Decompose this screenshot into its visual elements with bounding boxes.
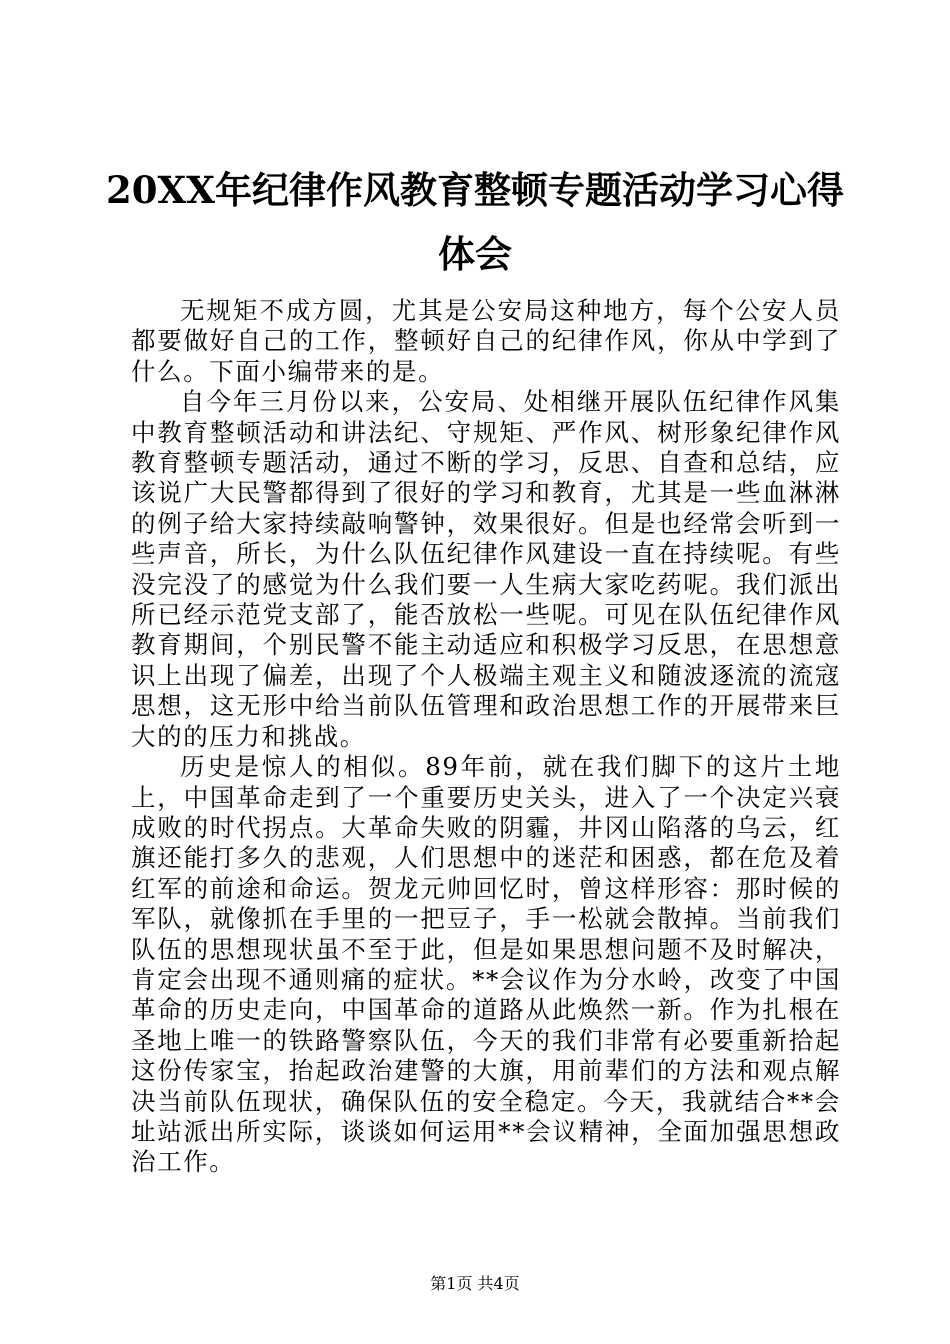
page-footer: 第1页 共4页 xyxy=(430,1274,520,1293)
paragraph-intro: 无规矩不成方圆，尤其是公安局这种地方，每个公安人员都要做好自己的工作，整顿好自己的纪律作风，你从中学到了什么。下面小编带来的是。 xyxy=(131,296,841,386)
paragraph-history: 历史是惊人的相似。89年前，就在我们脚下的这片土地上，中国革命走到了一个重要历史关头，进入了一个决定兴衰成败的时代拐点。大革命失败的阴霾，井冈山陷落的乌云，红旗还能打多久的悲观，人们思想中的迷茫和困惑，都在危及着红军的前途和命运。贺龙元帅回忆时，曾这样形容：那时候的军队，就像抓在手里的一把豆子，手一松就会散掉。当前我们队伍的思想现状虽不至于此，但是如果思想问题不及时解决，肯定会出现不通则痛的症状。**会议作为分水岭，改变了中国革命的历史走向，中国革命的道路从此焕然一新。作为扎根在圣地上唯一的铁路警察队伍，今天的我们非常有必要重新拾起这份传家宝，抬起政治建警的大旗，用前辈们的方法和观点解决当前队伍现状，确保队伍的安全稳定。今天，我就结合**会址站派出所实际，谈谈如何运用**会议精神，全面加强思想政治工作。 xyxy=(131,752,842,1177)
paragraph-background: 自今年三月份以来，公安局、处相继开展队伍纪律作风集中教育整顿活动和讲法纪、守规矩、严作风、树形象纪律作风教育整顿专题活动，通过不断的学习，反思、自查和总结，应该说广大民警都得到了很好的学习和教育，尤其是一些血淋淋的例子给大家持续敲响警钟，效果很好。但是也经常会听到一些声音，所长，为什么队伍纪律作风建设一直在持续呢。有些没完没了的感觉为什么我们要一人生病大家吃药呢。我们派出所已经示范党支部了，能否放松一些呢。可见在队伍纪律作风教育期间，个别民警不能主动适应和积极学习反思，在思想意识上出现了偏差，出现了个人极端主观主义和随波逐流的流寇思想，这无形中给当前队伍管理和政治思想工作的开展带来巨大的的压力和挑战。 xyxy=(131,387,841,751)
document-body xyxy=(131,296,841,1178)
document-title: 20XX年纪律作风教育整顿专题活动学习心得体会 xyxy=(106,168,844,276)
